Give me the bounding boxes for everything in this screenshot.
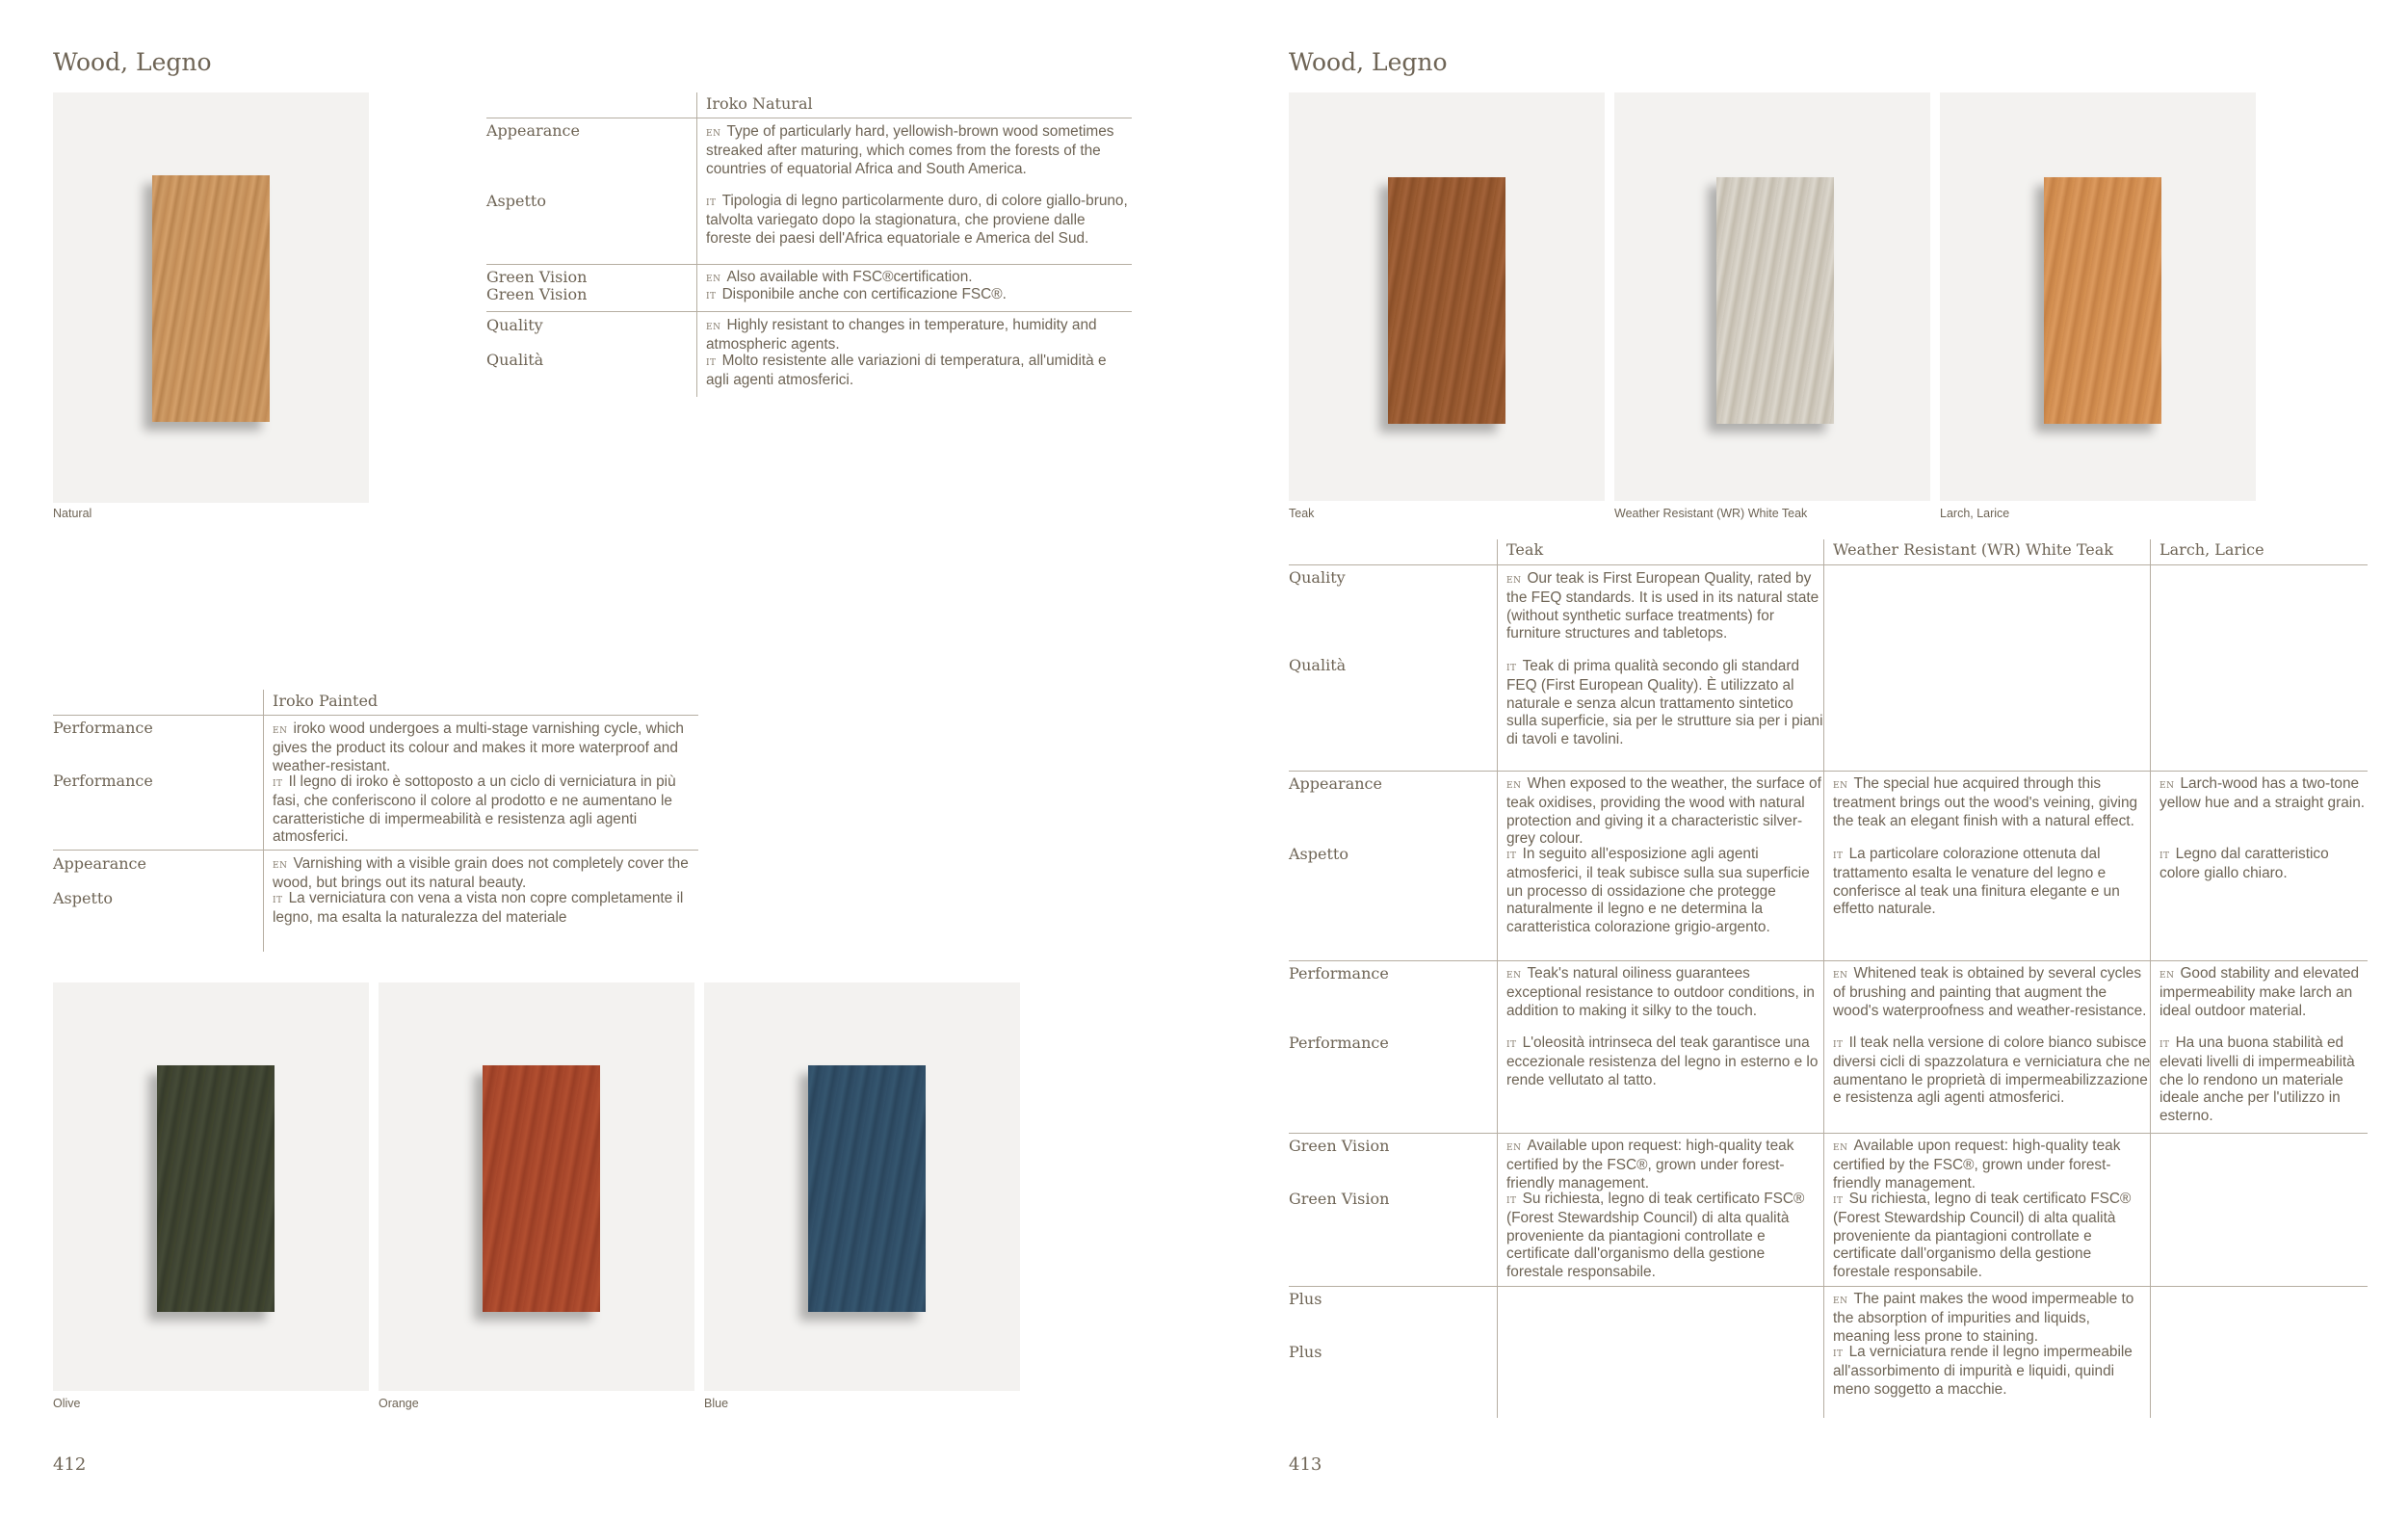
cell-text-en: EN Good stability and elevated impermeability make larch an ideal outdoor material. — [2159, 965, 2360, 1019]
swatch-caption-orange: Orange — [379, 1397, 419, 1410]
row-label-en: Appearance — [1289, 774, 1382, 793]
cell-text-it: IT Disponibile anche con certificazione FSC®. — [706, 286, 1007, 302]
cell-text-en: EN Type of particularly hard, yellowish-brown wood sometimes streaked after maturing, which comes from the forests of the countries of equatorial Africa and South America. — [706, 123, 1114, 177]
swatch-caption-teak: Teak — [1289, 507, 1315, 520]
wood-plank-natural — [152, 175, 270, 422]
cell-text-it: IT La verniciatura con vena a vista non copre completamente il legno, ma esalta la naturalezza del materiale — [273, 890, 684, 927]
cell-text-it: IT Teak di prima qualità secondo gli standard FEQ (First European Quality). È utilizzato al naturale e senza alcun trattamento sintetico sulla superficie, sia per le strutture sia per i piani di tavoli e tavolini. — [1506, 658, 1823, 747]
row-label-en: Green Vision — [486, 268, 588, 286]
swatch-natural — [53, 92, 369, 503]
swatch-teak — [1289, 92, 1605, 501]
row-label-it: Green Vision — [486, 285, 588, 303]
row-label-it: Aspetto — [486, 192, 546, 210]
cell-text-it: IT Molto resistente alle variazioni di temperatura, all'umidità e agli agenti atmosferici. — [706, 353, 1107, 389]
row-label-en: Appearance — [53, 854, 146, 873]
page-title-left: Wood, Legno — [53, 48, 212, 76]
cell-text-en: EN Available upon request: high-quality teak certified by the FSC®, grown under forest-friendly management. — [1833, 1138, 2121, 1192]
row-label-it: Qualità — [486, 351, 544, 369]
row-label-it: Aspetto — [1289, 845, 1348, 863]
swatch-white-teak — [1614, 92, 1930, 501]
cell-text-en: EN Teak's natural oiliness guarantees exceptional resistance to outdoor conditions, in addition to making it silky to the touch. — [1506, 965, 1815, 1019]
row-label-it: Aspetto — [53, 889, 113, 907]
swatch-blue — [704, 982, 1020, 1391]
wood-plank-orange — [483, 1065, 600, 1312]
cell-text-it: IT Tipologia di legno particolarmente duro, di colore giallo-bruno, talvolta variegato dopo la stagionatura, che proviene dalle foreste dei paesi dell'Africa equatoriale e America del Sud. — [706, 193, 1128, 247]
row-label-en: Performance — [1289, 964, 1389, 982]
cell-text-it: IT Su richiesta, legno di teak certificato FSC® (Forest Stewardship Council) di alta qualità proveniente da piantagioni controllate e certificate dall'organismo della gestione forestale responsabile. — [1506, 1191, 1805, 1280]
cell-text-it: IT L'oleosità intrinseca del teak garantisce una eccezionale resistenza del legno in esterno e lo rende vellutato al tatto. — [1506, 1034, 1819, 1088]
cell-text-it: IT Ha una buona stabilità ed elevati livelli di impermeabilità che lo rendono un materiale ideale anche per l'utilizzo in esterno. — [2159, 1034, 2355, 1124]
swatch-caption-larch: Larch, Larice — [1940, 507, 2010, 520]
column-header-larch: Larch, Larice — [2159, 540, 2264, 559]
swatch-olive — [53, 982, 369, 1391]
cell-text-en: EN Larch-wood has a two-tone yellow hue and a straight grain. — [2159, 775, 2366, 812]
cell-text-en: EN When exposed to the weather, the surface of teak oxidises, providing the wood with natural protection and giving it a characteristic silver-grey colour. — [1506, 775, 1821, 848]
cell-text-en: EN Varnishing with a visible grain does not completely cover the wood, but brings out its natural beauty. — [273, 855, 689, 892]
wood-plank-white-teak — [1716, 177, 1834, 424]
swatch-caption-blue: Blue — [704, 1397, 729, 1410]
cell-text-en: EN Highly resistant to changes in temperature, humidity and atmospheric agents. — [706, 317, 1097, 354]
cell-text-it: IT Su richiesta, legno di teak certificato FSC® (Forest Stewardship Council) di alta qualità proveniente da piantagioni controllate e certificate dall'organismo della gestione forestale responsabile. — [1833, 1191, 2132, 1280]
row-label-en: Green Vision — [1289, 1137, 1390, 1155]
cell-text-it: IT Il legno di iroko è sottoposto a un ciclo di verniciatura in più fasi, che conferiscono il colore al prodotto e ne aumentano le caratteristiche di impermeabilità e resistenza agli agenti atmosferici. — [273, 773, 676, 846]
page-title-right: Wood, Legno — [1289, 48, 1448, 76]
cell-text-it: IT Legno dal caratteristico colore giallo chiaro. — [2159, 846, 2329, 882]
column-header: Iroko Painted — [273, 692, 379, 710]
cell-text-en: EN The special hue acquired through this treatment brings out the wood's veining, giving the teak an elegant finish with a natural effect. — [1833, 775, 2138, 829]
wood-plank-larch — [2044, 177, 2161, 424]
swatch-caption-natural: Natural — [53, 507, 92, 520]
swatch-caption-olive: Olive — [53, 1397, 81, 1410]
cell-text-it: IT Il teak nella versione di colore bianco subisce diversi cicli di spazzolatura e verniciatura che ne aumentano le proprietà di impermeabilizzazione e resistenza agli agenti atmosferici. — [1833, 1034, 2151, 1107]
column-header-white-teak: Weather Resistant (WR) White Teak — [1833, 540, 2113, 559]
cell-text-en: EN The paint makes the wood impermeable to the absorption of impurities and liquids, meaning less prone to staining. — [1833, 1291, 2134, 1345]
iroko-painted-table — [53, 690, 698, 955]
column-header: Iroko Natural — [706, 94, 813, 113]
cell-text-it: IT In seguito all'esposizione agli agenti atmosferici, il teak subisce sulla sua superficie un processo di ossidazione che protegge naturalmente il legno e ne determina la caratteristica colorazione grigio-argento. — [1506, 846, 1810, 935]
swatch-orange — [379, 982, 694, 1391]
cell-text-it: IT La particolare colorazione ottenuta dal trattamento esalta le venature del legno e conferisce al teak una finitura elegante e un effetto naturale. — [1833, 846, 2120, 918]
row-label-it: Performance — [53, 772, 153, 790]
cell-text-en: EN Available upon request: high-quality teak certified by the FSC®, grown under forest-friendly management. — [1506, 1138, 1794, 1192]
row-label-it: Qualità — [1289, 656, 1347, 674]
cell-text-en: EN Our teak is First European Quality, rated by the FEQ standards. It is used in its natural state (without synthetic surface treatments) for furniture structures and tabletops. — [1506, 570, 1819, 642]
cell-text-en: EN Whitened teak is obtained by several cycles of brushing and painting that augment the wood's waterproofness and weather-resistance. — [1833, 965, 2147, 1019]
wood-plank-blue — [808, 1065, 926, 1312]
row-label-en: Plus — [1289, 1290, 1322, 1308]
column-header-teak: Teak — [1506, 540, 1544, 559]
iroko-natural-table — [486, 92, 1132, 401]
swatch-caption-white-teak: Weather Resistant (WR) White Teak — [1614, 507, 1808, 520]
row-label-en: Appearance — [486, 121, 580, 140]
row-label-it: Performance — [1289, 1034, 1389, 1052]
cell-text-en: EN iroko wood undergoes a multi-stage varnishing cycle, which gives the product its colour and makes it more waterproof and weather-resistant. — [273, 720, 684, 774]
swatch-larch — [1940, 92, 2256, 501]
wood-comparison-table — [1289, 539, 2368, 1421]
wood-plank-teak — [1388, 177, 1505, 424]
cell-text-it: IT La verniciatura rende il legno impermeabile all'assorbimento di impurità e liquidi, quindi meno soggetto a macchie. — [1833, 1344, 2133, 1398]
wood-plank-olive — [157, 1065, 275, 1312]
page-number-right: 413 — [1289, 1454, 1322, 1475]
row-label-en: Performance — [53, 719, 153, 737]
row-label-it: Green Vision — [1289, 1190, 1390, 1208]
row-label-it: Plus — [1289, 1343, 1322, 1361]
row-label-en: Quality — [1289, 568, 1346, 587]
page-number-left: 412 — [53, 1454, 87, 1475]
row-label-en: Quality — [486, 316, 543, 334]
cell-text-en: EN Also available with FSC®certification. — [706, 269, 973, 285]
